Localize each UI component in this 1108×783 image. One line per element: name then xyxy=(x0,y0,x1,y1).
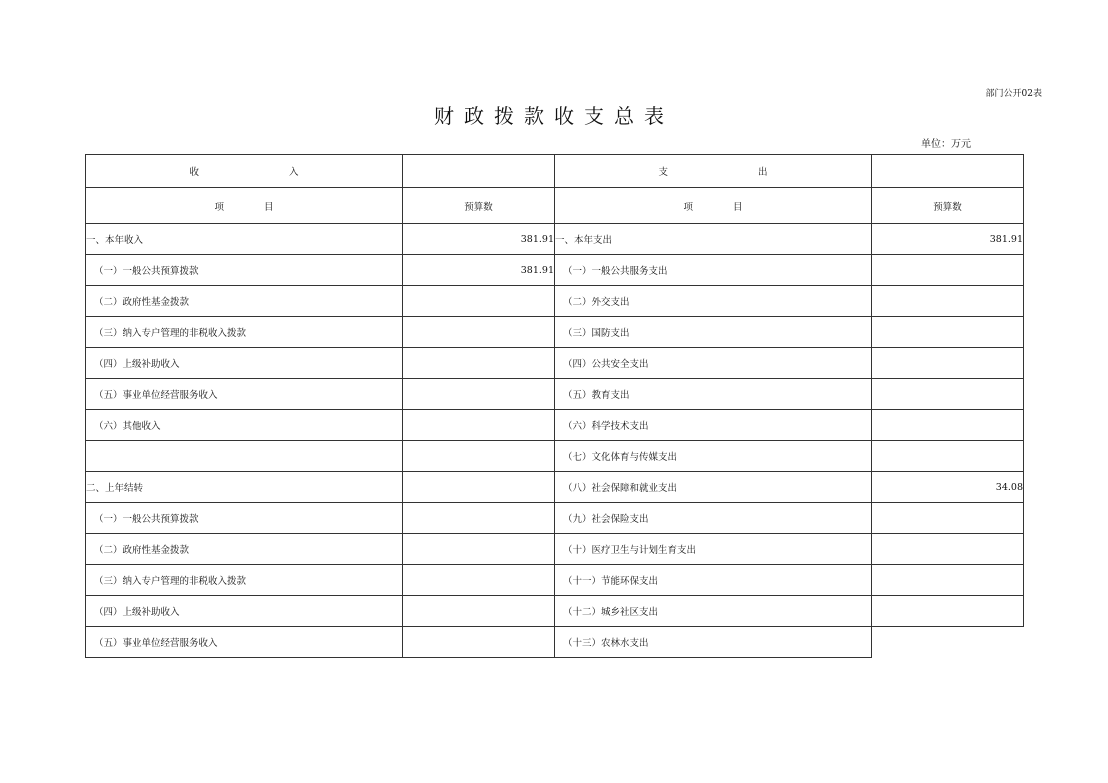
expense-value-cell xyxy=(872,317,1024,348)
expense-item-cell: 一、本年支出 xyxy=(555,224,872,255)
income-value-cell xyxy=(403,596,555,627)
table-row xyxy=(86,317,1024,348)
expense-item-cell: （二）外交支出 xyxy=(555,286,872,317)
expense-item-cell: （九）社会保险支出 xyxy=(555,503,872,534)
income-item-cell: （一）一般公共预算拨款 xyxy=(86,503,403,534)
income-item-cell: （四）上级补助收入 xyxy=(86,348,403,379)
income-value-cell xyxy=(403,348,555,379)
income-value-cell xyxy=(403,379,555,410)
expense-value-cell xyxy=(872,379,1024,410)
table-row xyxy=(86,286,1024,317)
expense-item-cell: （十）医疗卫生与计划生育支出 xyxy=(555,534,872,565)
income-item-header xyxy=(86,188,403,224)
table-row xyxy=(86,627,1024,658)
income-item-cell: （五）事业单位经营服务收入 xyxy=(86,379,403,410)
expense-value-cell xyxy=(872,410,1024,441)
expense-item-cell: （三）国防支出 xyxy=(555,317,872,348)
income-value-cell xyxy=(403,503,555,534)
expense-value-cell xyxy=(872,348,1024,379)
expense-header xyxy=(555,155,872,188)
income-item-cell: 二、上年结转 xyxy=(86,472,403,503)
expense-item-cell: （四）公共安全支出 xyxy=(555,348,872,379)
income-header-blank xyxy=(403,155,555,188)
income-value-cell: 381.91 xyxy=(403,255,555,286)
expense-item-cell: （六）科学技术支出 xyxy=(555,410,872,441)
income-value-cell xyxy=(403,410,555,441)
table-row xyxy=(86,472,1024,503)
expense-budget-header: 预算数 xyxy=(872,188,1024,224)
expense-value-cell: 34.08 xyxy=(872,472,1024,503)
income-header xyxy=(86,155,403,188)
income-item-char-1: 项 xyxy=(214,201,224,213)
unit-label: 单位：万元 xyxy=(921,139,971,150)
table-row xyxy=(86,410,1024,441)
expense-item-header xyxy=(555,188,872,224)
income-header-char-1: 收 xyxy=(189,167,199,178)
table-row xyxy=(86,255,1024,286)
budget-table xyxy=(85,154,1024,658)
income-value-cell xyxy=(403,286,555,317)
expense-value-cell xyxy=(872,503,1024,534)
expense-value-cell xyxy=(872,596,1024,627)
table-row xyxy=(86,441,1024,472)
expense-item-cell: （十二）城乡社区支出 xyxy=(555,596,872,627)
expense-value-cell xyxy=(872,286,1024,317)
income-item-cell: （三）纳入专户管理的非税收入拨款 xyxy=(86,317,403,348)
income-item-cell: （一）一般公共预算拨款 xyxy=(86,255,403,286)
expense-header-blank xyxy=(872,155,1024,188)
expense-item-cell: （十三）农林水支出 xyxy=(555,627,872,658)
income-value-cell: 381.91 xyxy=(403,224,555,255)
income-item-cell: （六）其他收入 xyxy=(86,410,403,441)
income-item-char-2: 目 xyxy=(264,201,274,213)
income-item-cell: （二）政府性基金拨款 xyxy=(86,286,403,317)
income-value-cell xyxy=(403,441,555,472)
expense-value-cell xyxy=(872,627,1024,658)
income-item-cell: （五）事业单位经营服务收入 xyxy=(86,627,403,658)
expense-item-cell: （八）社会保障和就业支出 xyxy=(555,472,872,503)
income-item-cell xyxy=(86,441,403,472)
table-row xyxy=(86,224,1024,255)
income-budget-header: 预算数 xyxy=(403,188,555,224)
table-row xyxy=(86,348,1024,379)
expense-value-cell xyxy=(872,534,1024,565)
income-value-cell xyxy=(403,565,555,596)
expense-item-char-1: 项 xyxy=(683,201,693,213)
expense-value-cell xyxy=(872,255,1024,286)
form-code: 部门公开02表 xyxy=(985,89,1042,99)
expense-item-cell: （一）一般公共服务支出 xyxy=(555,255,872,286)
income-item-cell: （二）政府性基金拨款 xyxy=(86,534,403,565)
expense-header-char-2: 出 xyxy=(758,167,768,178)
table-row xyxy=(86,565,1024,596)
page-title: 财政拨款收支总表 xyxy=(434,104,674,128)
expense-item-cell: （七）文化体育与传媒支出 xyxy=(555,441,872,472)
expense-value-cell xyxy=(872,441,1024,472)
header-row-columns xyxy=(86,188,1024,224)
income-item-cell: 一、本年收入 xyxy=(86,224,403,255)
income-item-cell: （四）上级补助收入 xyxy=(86,596,403,627)
income-value-cell xyxy=(403,472,555,503)
expense-item-cell: （十一）节能环保支出 xyxy=(555,565,872,596)
expense-item-char-2: 目 xyxy=(733,201,743,213)
header-row-group xyxy=(86,155,1024,188)
expense-header-char-1: 支 xyxy=(658,167,668,178)
expense-value-cell xyxy=(872,565,1024,596)
income-value-cell xyxy=(403,534,555,565)
income-value-cell xyxy=(403,317,555,348)
income-item-cell: （三）纳入专户管理的非税收入拨款 xyxy=(86,565,403,596)
income-header-char-2: 入 xyxy=(289,167,299,178)
table-row xyxy=(86,379,1024,410)
expense-value-cell: 381.91 xyxy=(872,224,1024,255)
table-row xyxy=(86,503,1024,534)
income-value-cell xyxy=(403,627,555,658)
table-row xyxy=(86,596,1024,627)
table-row xyxy=(86,534,1024,565)
expense-item-cell: （五）教育支出 xyxy=(555,379,872,410)
